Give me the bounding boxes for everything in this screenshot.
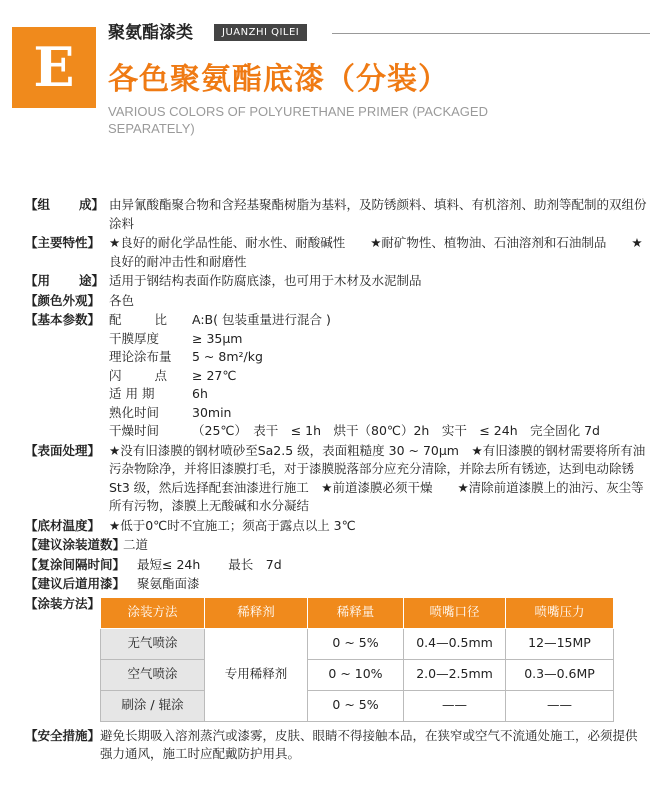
cell-dilution: 0 ~ 10% [308,659,404,690]
section-badge: E [12,27,96,108]
cell-pressure: 0.3—0.6MP [506,659,614,690]
cell-thinner: 专用稀释剂 [205,628,308,721]
cell-method: 刷涂 / 辊涂 [101,690,205,721]
row-color [25,292,647,311]
table-header-row [101,597,614,628]
label-interval: 【复涂间隔时间】 [25,556,126,572]
label-params: 【基本参数】 [25,312,101,327]
label-safety: 【安全措施】 [25,727,101,743]
param-flashpoint: 闪 点 ≥ 27℃ [109,367,237,383]
param-ratio: 配 比 A:B( 包装重量进行混合 ) [109,312,331,327]
col-header: 稀释剂 [205,597,308,628]
label-temp: 【底材温度】 [25,517,101,533]
value-use: 适用于钢结构表面作防腐底漆，也可用于木材及水泥制品 [109,273,422,288]
cell-dilution: 0 ~ 5% [308,628,404,659]
cell-method: 空气喷涂 [101,659,205,690]
value-surface: ★没有旧漆膜的钢材喷砂至Sa2.5 级，表面粗糙度 30 ~ 70μm ★有旧漆膜的钢材需要将所有油污杂物除净，并将旧漆膜打毛，对于漆膜脱落部分应充分清除，并除去所有锈迹，达到电动除锈 St3 级，然后选择配套油漆进行施工 ★前道漆膜必须干燥 ★清除前道漆膜上的油污、灰尘等所有污物，漆膜上无酸碱和水分凝结 [109,442,646,513]
col-header: 稀释量 [308,597,404,628]
cell-dilution: 0 ~ 5% [308,690,404,721]
row-params [25,311,647,441]
table-row [101,690,614,721]
cell-nozzle: —— [404,690,506,721]
col-header: 喷嘴口径 [404,597,506,628]
value-composition: 由异氰酸酯聚合物和含羟基聚酯树脂为基料，及防锈颜料、填料、有机溶剂、助剂等配制的双组份涂料 [109,197,647,231]
cell-nozzle: 0.4—0.5mm [404,628,506,659]
cell-method: 无气喷涂 [101,628,205,659]
param-drying: 干燥时间 （25℃） 表干 ≤ 1h 烘干（80℃）2h 实干 ≤ 24h 完全固化 7d [109,423,600,438]
value-coats: 二道 [123,537,149,552]
row-safety [25,727,647,764]
row-surface [25,442,647,516]
cell-pressure: 12—15MP [506,628,614,659]
label-composition: 【组 成】 [25,197,104,212]
label-topcoat: 【建议后道用漆】 [25,576,126,591]
product-title-en: VARIOUS COLORS OF POLYURETHANE PRIMER (PACKAGED SEPARATELY) [108,104,488,136]
label-method: 【涂装方法】 [25,595,101,611]
category-title: 聚氨酯漆类 [108,23,193,43]
row-interval [25,556,647,575]
value-safety: 避免长期吸入溶剂蒸汽或漆雾，皮肤、眼睛不得接触本品，在狭窄或空气不流通处施工，必须提供强力通风，施工时应配戴防护用具。 [100,727,638,761]
product-title: 各色聚氨酯底漆（分装） [108,62,449,97]
category-en-tag: JUANZHI QILEI [214,24,307,41]
row-method [25,595,647,722]
row-use [25,272,647,291]
value-features: ★良好的耐化学品性能、耐水性、耐酸碱性 ★耐矿物性、植物油、石油溶剂和石油制品 ★良好的耐冲击性和耐磨性 [109,235,643,269]
spec-list [25,196,647,765]
label-color: 【颜色外观】 [25,292,101,308]
row-temp [25,517,647,536]
param-potlife: 适 用 期 6h [109,386,208,401]
row-composition [25,196,647,233]
params-list [109,311,647,441]
label-surface: 【表面处理】 [25,442,101,458]
param-thickness: 干膜厚度 ≥ 35μm [109,330,243,346]
col-header: 涂装方法 [101,597,205,628]
cell-pressure: —— [506,690,614,721]
value-color: 各色 [109,292,135,308]
param-coverage: 理论涂布量 5 ~ 8m²/kg [109,349,263,364]
table-row [101,628,614,659]
value-topcoat: 聚氨酯面漆 [137,576,200,591]
row-features [25,234,647,271]
row-coats [25,536,647,555]
param-curing: 熟化时间 30min [109,404,232,420]
label-features: 【主要特性】 [25,235,101,250]
label-coats: 【建议涂装道数】 [25,537,126,552]
label-use: 【用 途】 [25,273,104,288]
method-table [100,597,614,722]
header-rule [332,33,650,34]
value-interval: 最短≤ 24h 最长 7d [137,556,282,572]
value-temp: ★低于0℃时不宜施工；须高于露点以上 3℃ [109,517,356,533]
row-topcoat [25,575,647,594]
cell-nozzle: 2.0—2.5mm [404,659,506,690]
col-header: 喷嘴压力 [506,597,614,628]
table-row [101,659,614,690]
